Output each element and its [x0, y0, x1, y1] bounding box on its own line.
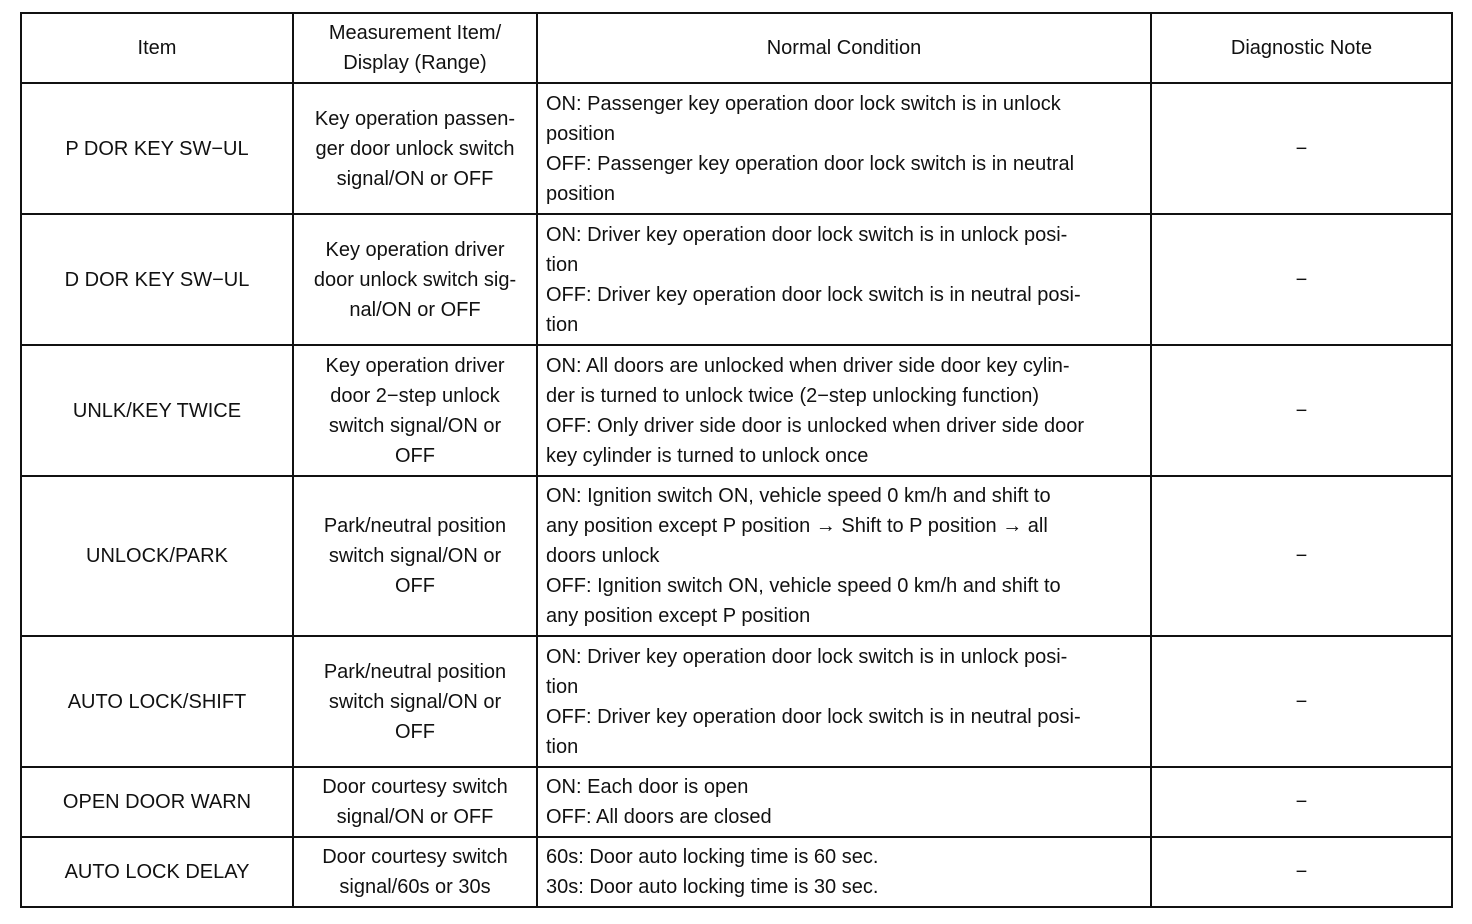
- normal-condition-cell: [537, 476, 1151, 636]
- header-measurement: [293, 13, 537, 83]
- normal-condition-cell-line: ON: Driver key operation door lock switch is in unlock posi-: [546, 223, 1068, 246]
- normal-condition-cell-line: ON: Passenger key operation door lock switch is in unlock: [546, 92, 1061, 115]
- item-cell: UNLK/KEY TWICE: [21, 345, 293, 476]
- normal-condition-cell-line: any position except P position → Shift to P position → all: [546, 515, 1048, 537]
- item-cell: AUTO LOCK DELAY: [21, 837, 293, 907]
- table-row: [21, 345, 1452, 476]
- item-cell: OPEN DOOR WARN: [21, 767, 293, 837]
- normal-condition-cell-line: OFF: Passenger key operation door lock switch is in neutral: [546, 152, 1075, 175]
- measurement-cell: [293, 636, 537, 767]
- measurement-cell: [293, 83, 537, 214]
- measurement-cell: [293, 214, 537, 345]
- item-cell: AUTO LOCK/SHIFT: [21, 636, 293, 767]
- normal-condition-cell-line: OFF: All doors are closed: [546, 806, 772, 828]
- measurement-cell-line: switch signal/ON or: [328, 414, 502, 437]
- normal-condition-cell: [537, 83, 1151, 214]
- diagnostic-note-cell: −: [1151, 345, 1452, 476]
- measurement-cell: [293, 345, 537, 476]
- measurement-cell-line: OFF: [395, 720, 435, 743]
- measurement-cell-line: switch signal/ON or: [328, 690, 502, 713]
- table-row: [21, 83, 1452, 214]
- normal-condition-cell-line: tion: [546, 735, 579, 758]
- diagnostic-note-cell: −: [1151, 636, 1452, 767]
- measurement-cell-line: OFF: [395, 575, 435, 597]
- table-row: [21, 837, 1452, 907]
- diagnostic-note-cell: −: [1151, 476, 1452, 636]
- normal-condition-cell-line: ON: Driver key operation door lock switch is in unlock posi-: [546, 645, 1068, 668]
- normal-condition-cell-line: position: [546, 182, 615, 205]
- measurement-cell-line: OFF: [395, 444, 435, 467]
- measurement-cell-line: Door courtesy switch: [322, 776, 508, 798]
- measurement-cell-line: ger door unlock switch: [315, 137, 515, 160]
- header-item: Item: [21, 13, 293, 83]
- normal-condition-cell: [537, 214, 1151, 345]
- normal-condition-cell: [537, 837, 1151, 907]
- measurement-cell-line: switch signal/ON or: [328, 545, 502, 567]
- measurement-cell: [293, 476, 537, 636]
- item-cell: P DOR KEY SW−UL: [21, 83, 293, 214]
- normal-condition-cell-line: ON: Each door is open: [546, 776, 749, 798]
- table-body: [21, 83, 1452, 907]
- normal-condition-cell: [537, 345, 1151, 476]
- measurement-cell-line: signal/ON or OFF: [336, 806, 494, 828]
- table-row: [21, 476, 1452, 636]
- normal-condition-cell-line: tion: [546, 313, 579, 336]
- header-measurement-line: Measurement Item/: [328, 22, 502, 44]
- normal-condition-cell-line: OFF: Driver key operation door lock switch is in neutral posi-: [546, 705, 1081, 728]
- normal-condition-cell: [537, 767, 1151, 837]
- normal-condition-cell-line: doors unlock: [546, 545, 660, 567]
- diagnostic-note-cell: −: [1151, 214, 1452, 345]
- measurement-cell-line: Key operation passen-: [314, 107, 516, 130]
- normal-condition-cell-line: position: [546, 122, 615, 145]
- normal-condition-cell-line: 30s: Door auto locking time is 30 sec.: [546, 876, 879, 898]
- header-row: [21, 13, 1452, 83]
- diagnostic-note-cell: −: [1151, 83, 1452, 214]
- header-normal-condition: Normal Condition: [537, 13, 1151, 83]
- normal-condition-cell-line: tion: [546, 675, 579, 698]
- table-row: [21, 214, 1452, 345]
- item-cell: D DOR KEY SW−UL: [21, 214, 293, 345]
- diagnostic-note-cell: −: [1151, 767, 1452, 837]
- header-measurement-line: Display (Range): [343, 52, 487, 74]
- measurement-cell-line: Key operation driver: [325, 238, 505, 261]
- measurement-cell-line: signal/ON or OFF: [336, 167, 494, 190]
- table-header: [21, 13, 1452, 83]
- normal-condition-cell-line: key cylinder is turned to unlock once: [546, 444, 869, 467]
- header-diagnostic-note: Diagnostic Note: [1151, 13, 1452, 83]
- normal-condition-cell-line: OFF: Ignition switch ON, vehicle speed 0 km/h and shift to: [546, 575, 1061, 597]
- measurement-cell: [293, 767, 537, 837]
- measurement-cell-line: door 2−step unlock: [330, 384, 500, 407]
- normal-condition-cell-line: ON: All doors are unlocked when driver side door key cylin-: [546, 354, 1070, 377]
- measurement-cell-line: Door courtesy switch: [322, 846, 508, 868]
- measurement-cell-line: door unlock switch sig-: [313, 268, 517, 291]
- normal-condition-cell-line: ON: Ignition switch ON, vehicle speed 0 km/h and shift to: [546, 485, 1051, 507]
- normal-condition-cell-line: der is turned to unlock twice (2−step unlocking function): [546, 384, 1040, 407]
- measurement-cell-line: Key operation driver: [325, 354, 505, 377]
- normal-condition-cell-line: tion: [546, 253, 579, 276]
- table-row: [21, 767, 1452, 837]
- table-row: [21, 636, 1452, 767]
- normal-condition-cell: [537, 636, 1151, 767]
- diagnostic-data-table: [20, 12, 1453, 908]
- item-cell: UNLOCK/PARK: [21, 476, 293, 636]
- measurement-cell-line: signal/60s or 30s: [339, 876, 491, 898]
- measurement-cell-line: nal/ON or OFF: [349, 298, 481, 321]
- measurement-cell: [293, 837, 537, 907]
- measurement-cell-line: Park/neutral position: [323, 515, 507, 537]
- normal-condition-cell-line: OFF: Driver key operation door lock switch is in neutral posi-: [546, 283, 1081, 306]
- normal-condition-cell-line: OFF: Only driver side door is unlocked when driver side door: [546, 414, 1085, 437]
- normal-condition-cell-line: any position except P position: [546, 605, 811, 627]
- measurement-cell-line: Park/neutral position: [323, 660, 507, 683]
- normal-condition-cell-line: 60s: Door auto locking time is 60 sec.: [546, 846, 879, 868]
- diagnostic-note-cell: −: [1151, 837, 1452, 907]
